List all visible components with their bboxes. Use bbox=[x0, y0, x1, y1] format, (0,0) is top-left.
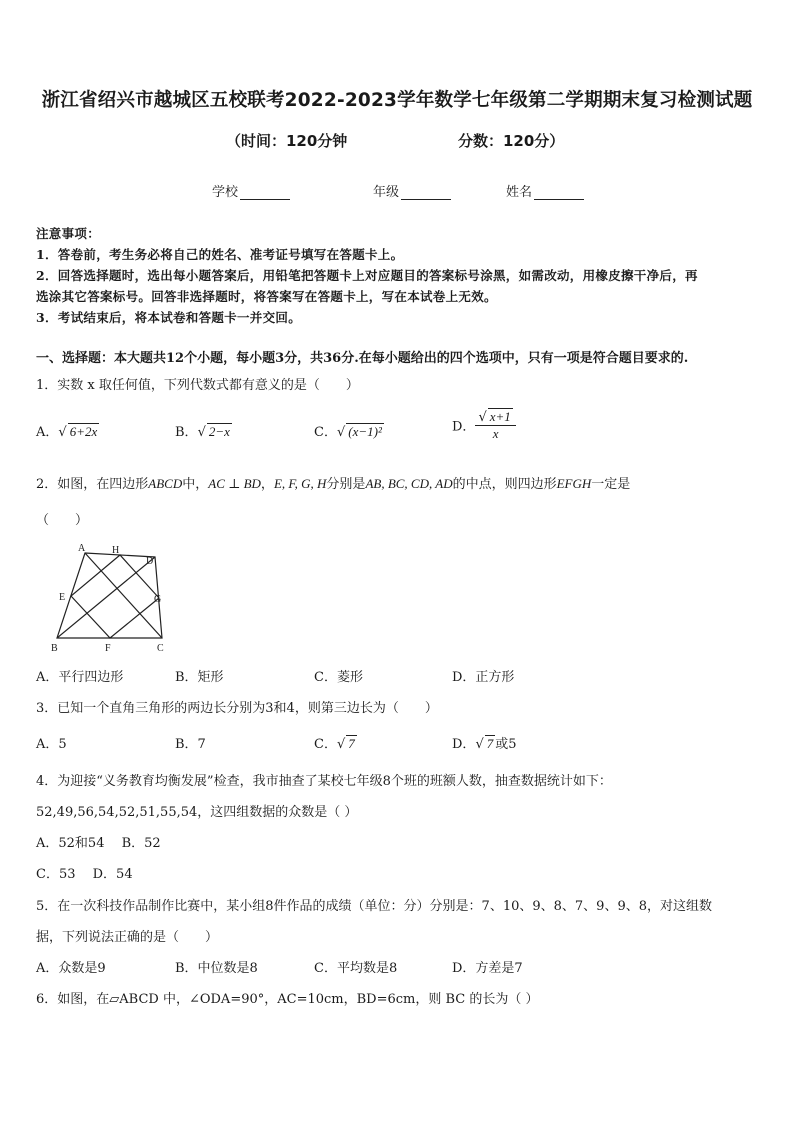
q2-option-c[interactable]: C．菱形 bbox=[314, 670, 363, 685]
label-f: F bbox=[105, 643, 111, 654]
note-item: 2．回答选择题时，选出每小题答案后，用铅笔把答题卡上对应题目的答案标号涂黑，如需改动，用橡皮擦干净后，再 bbox=[36, 268, 698, 283]
name-field[interactable] bbox=[506, 181, 584, 200]
option-expr: (x−1)² bbox=[348, 424, 382, 439]
school-blank[interactable] bbox=[240, 187, 290, 200]
label-h: H bbox=[112, 545, 120, 556]
q3-option-d[interactable]: D．√ 7 或5 bbox=[452, 736, 517, 752]
question-1-stem: 1．实数 x 取任何值，下列代数式都有意义的是（ ） bbox=[36, 378, 359, 393]
label-e: E bbox=[59, 592, 66, 603]
q2-option-d[interactable]: D．正方形 bbox=[452, 670, 515, 685]
question-4-stem: 4．为迎接“义务教育均衡发展”检查，我市抽查了某校七年级8个班的班额人数，抽查数据统计如下： bbox=[36, 774, 612, 789]
exam-time: （时间：120分钟 bbox=[226, 132, 348, 150]
label-b: B bbox=[51, 643, 58, 654]
section-heading: 一、选择题：本大题共12个小题，每小题3分，共36分.在每小题给出的四个选项中，只有一项是符合题目要求的. bbox=[36, 351, 689, 366]
grade-label: 年级 bbox=[373, 185, 400, 200]
q2-option-a[interactable]: A．平行四边形 bbox=[36, 670, 124, 685]
name-blank[interactable] bbox=[534, 187, 584, 200]
note-item: 选涂其它答案标号。回答非选择题时，将答案写在答题卡上，写在本试卷上无效。 bbox=[36, 289, 497, 304]
q1-option-a[interactable]: A．√ 6+2x bbox=[36, 424, 98, 440]
label-g: G bbox=[154, 594, 162, 605]
q3-option-a[interactable]: A．5 bbox=[36, 737, 67, 752]
name-label: 姓名 bbox=[506, 185, 533, 200]
question-2-paren: （ ） bbox=[36, 513, 89, 528]
option-label: B． bbox=[175, 425, 198, 440]
q1-option-d[interactable] bbox=[452, 408, 516, 442]
option-label: C． bbox=[314, 425, 337, 440]
label-d: D bbox=[146, 556, 154, 567]
q5-option-d[interactable]: D．方差是7 bbox=[452, 961, 523, 976]
option-expr: 6+2x bbox=[69, 424, 98, 439]
fraction: $\frac{√ x+1}{x}$ bbox=[475, 408, 515, 442]
school-label: 学校 bbox=[212, 185, 239, 200]
grade-blank[interactable] bbox=[401, 187, 451, 200]
q4-options-row-1[interactable]: A．52和54 B．52 bbox=[36, 836, 161, 851]
exam-title: 浙江省绍兴市越城区五校联考2022-2023学年数学七年级第二学期期末复习检测试题 bbox=[41, 90, 753, 111]
label-a: A bbox=[78, 543, 86, 554]
notes-heading: 注意事项： bbox=[36, 226, 101, 241]
note-item: 3．考试结束后，将本试卷和答题卡一并交回。 bbox=[36, 310, 301, 325]
question-5-stem-cont: 据，下列说法正确的是（ ） bbox=[36, 930, 219, 945]
school-field[interactable] bbox=[212, 181, 290, 200]
q3-option-c[interactable]: C．√ 7 bbox=[314, 736, 355, 752]
option-label: D． bbox=[452, 419, 476, 435]
question-4-data: 52,49,56,54,52,51,55,54，这四组数据的众数是（ ） bbox=[36, 805, 358, 820]
question-5-stem: 5．在一次科技作品制作比赛中，某小组8件作品的成绩（单位：分）分别是：7、10、9、8、7、9、9、8，对这组数 bbox=[36, 899, 712, 914]
q5-option-a[interactable]: A．众数是9 bbox=[36, 961, 106, 976]
quad-efgh bbox=[71, 555, 162, 638]
q5-option-b[interactable]: B．中位数是8 bbox=[175, 961, 258, 976]
quadrilateral-figure bbox=[48, 540, 178, 655]
note-item: 1．答卷前，考生务必将自己的姓名、准考证号填写在答题卡上。 bbox=[36, 247, 404, 262]
q3-option-b[interactable]: B．7 bbox=[175, 737, 206, 752]
option-expr: 2−x bbox=[208, 424, 230, 439]
option-label: A． bbox=[36, 425, 59, 440]
exam-score: 分数：120分） bbox=[458, 132, 565, 150]
q2-option-b[interactable]: B．矩形 bbox=[175, 670, 224, 685]
question-6-stem: 6．如图，在▱ABCD 中，∠ODA=90°，AC=10cm，BD=6cm，则 BC 的长为（ ） bbox=[36, 992, 539, 1007]
q1-option-c[interactable]: C．√ (x−1)² bbox=[314, 424, 382, 440]
q1-option-b[interactable]: B．√ 2−x bbox=[175, 424, 230, 440]
q4-options-row-2[interactable]: C．53 D．54 bbox=[36, 867, 133, 882]
question-3-stem: 3．已知一个直角三角形的两边长分别为3和4，则第三边长为（ ） bbox=[36, 701, 438, 716]
q5-option-c[interactable]: C．平均数是8 bbox=[314, 961, 398, 976]
grade-field[interactable] bbox=[373, 181, 451, 200]
question-2-stem: 2．如图，在四边形ABCD中，AC ⊥ BD，E, F, G, H分别是AB, BC, CD, AD的中点，则四边形EFGH一定是 bbox=[36, 476, 631, 492]
label-c: C bbox=[157, 643, 164, 654]
